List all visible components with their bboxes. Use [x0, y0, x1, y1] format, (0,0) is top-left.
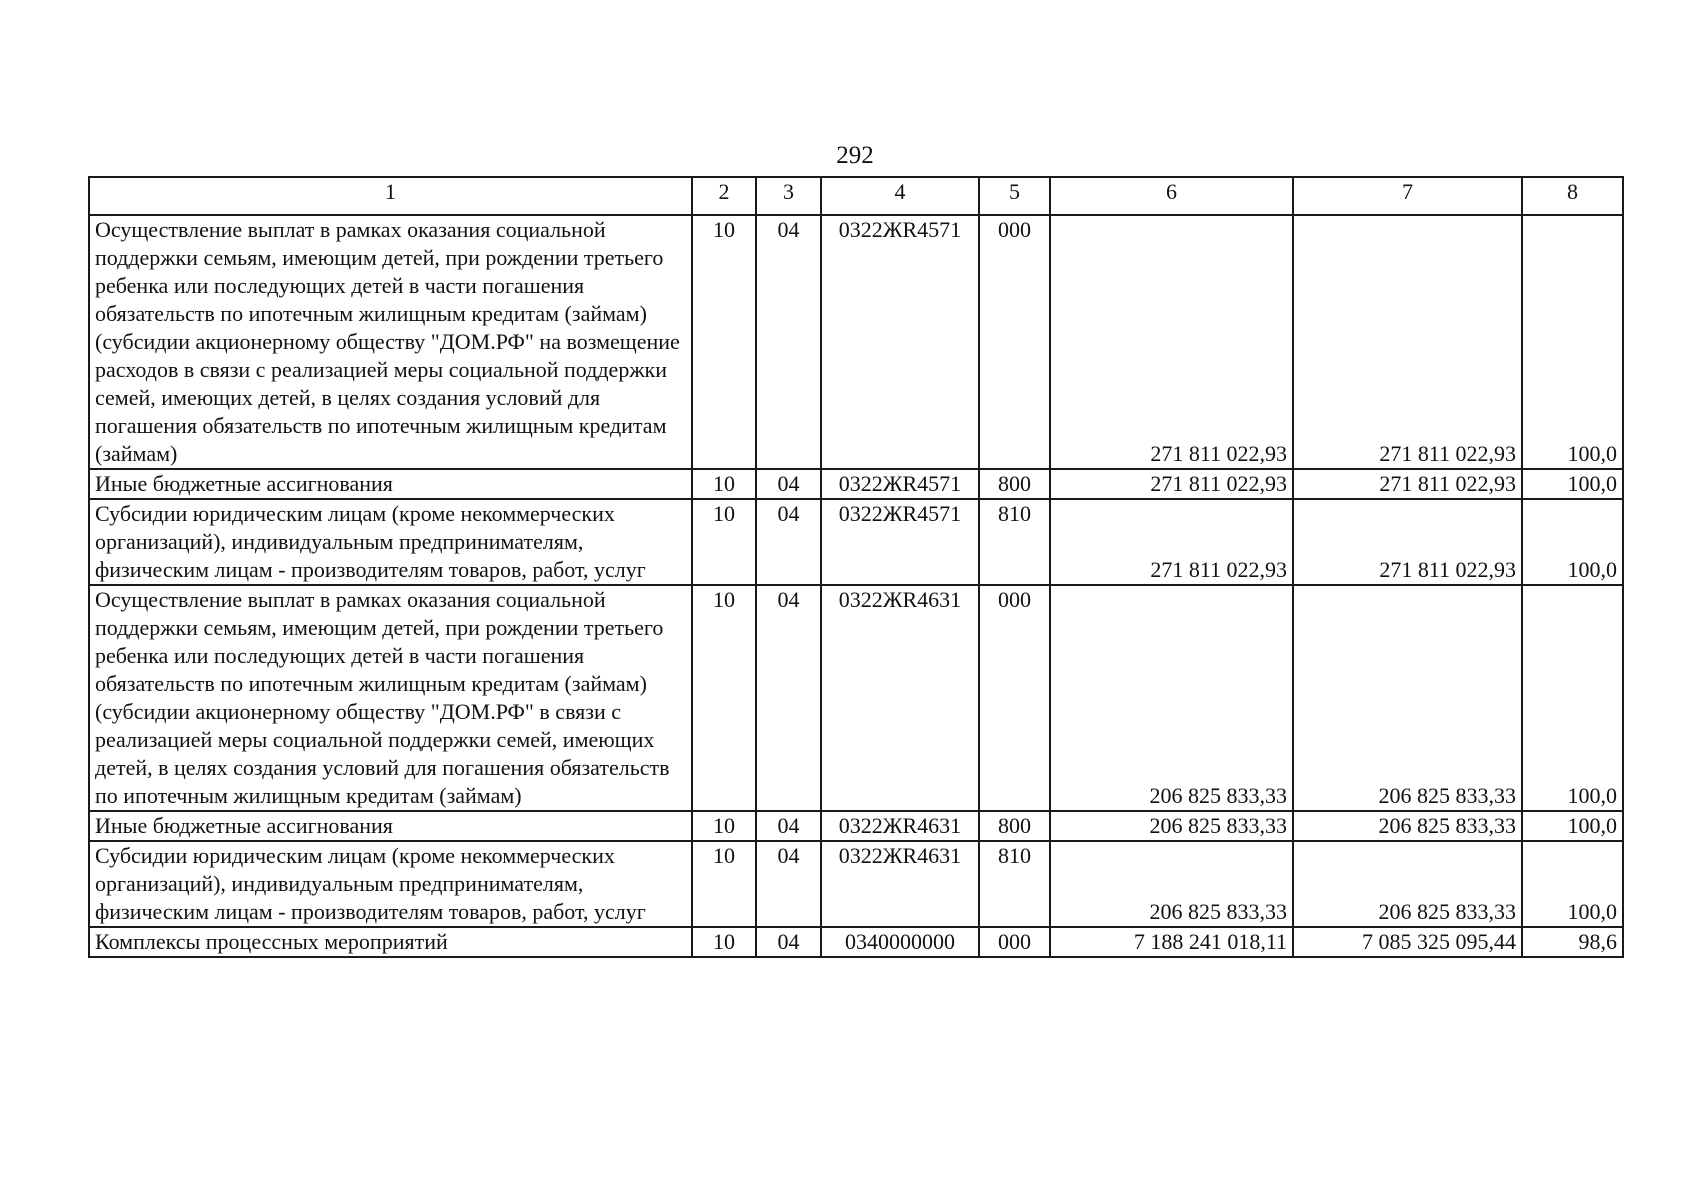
section-code: 10 [692, 585, 756, 811]
executed-amount: 271 811 022,93 [1293, 499, 1522, 585]
header-cell: 4 [821, 177, 979, 215]
row-name: Иные бюджетные ассигнования [89, 469, 692, 499]
table-row [89, 499, 1623, 585]
execution-percent: 100,0 [1522, 469, 1623, 499]
target-article-code: 0322ЖR4631 [821, 841, 979, 927]
execution-percent: 100,0 [1522, 215, 1623, 469]
subsection-code: 04 [756, 927, 821, 957]
subsection-code: 04 [756, 585, 821, 811]
section-code: 10 [692, 469, 756, 499]
table-row [89, 841, 1623, 927]
execution-percent: 98,6 [1522, 927, 1623, 957]
row-name: Осуществление выплат в рамках оказания социальной поддержки семьям, имеющим детей, при рождении третьего ребенка или последующих детей в части погашения обязательств по ипотечным жилищным кредитам (займам) (субсидии акционерному обществу "ДОМ.РФ" на возмещение расходов в связи с реализацией меры социальной поддержки семей, имеющих детей, в целях создания условий для погашения обязательств по ипотечным жилищным кредитам (займам) [89, 215, 692, 469]
table-row [89, 927, 1623, 957]
approved-amount: 206 825 833,33 [1050, 811, 1293, 841]
executed-amount: 206 825 833,33 [1293, 585, 1522, 811]
header-cell: 2 [692, 177, 756, 215]
row-name: Субсидии юридическим лицам (кроме некоммерческих организаций), индивидуальным предпринимателям, физическим лицам - производителям товаров, работ, услуг [89, 841, 692, 927]
page-number: 292 [836, 142, 874, 169]
row-name: Субсидии юридическим лицам (кроме некоммерческих организаций), индивидуальным предпринимателям, физическим лицам - производителям товаров, работ, услуг [89, 499, 692, 585]
expense-type-code: 800 [979, 811, 1050, 841]
expense-type-code: 800 [979, 469, 1050, 499]
execution-percent: 100,0 [1522, 585, 1623, 811]
target-article-code: 0322ЖR4631 [821, 811, 979, 841]
header-cell: 1 [89, 177, 692, 215]
target-article-code: 0322ЖR4631 [821, 585, 979, 811]
expense-type-code: 000 [979, 927, 1050, 957]
target-article-code: 0322ЖR4571 [821, 499, 979, 585]
execution-percent: 100,0 [1522, 841, 1623, 927]
budget-table [88, 176, 1624, 958]
table-row [89, 585, 1623, 811]
section-code: 10 [692, 927, 756, 957]
header-cell: 6 [1050, 177, 1293, 215]
section-code: 10 [692, 841, 756, 927]
subsection-code: 04 [756, 841, 821, 927]
table-row [89, 215, 1623, 469]
row-name: Осуществление выплат в рамках оказания социальной поддержки семьям, имеющим детей, при рождении третьего ребенка или последующих детей в части погашения обязательств по ипотечным жилищным кредитам (займам) (субсидии акционерному обществу "ДОМ.РФ" в связи с реализацией меры социальной поддержки семей, имеющих детей, в целях создания условий для погашения обязательств по ипотечным жилищным кредитам (займам) [89, 585, 692, 811]
section-code: 10 [692, 215, 756, 469]
approved-amount: 271 811 022,93 [1050, 499, 1293, 585]
approved-amount: 271 811 022,93 [1050, 215, 1293, 469]
subsection-code: 04 [756, 499, 821, 585]
approved-amount: 7 188 241 018,11 [1050, 927, 1293, 957]
header-cell: 5 [979, 177, 1050, 215]
target-article-code: 0322ЖR4571 [821, 215, 979, 469]
executed-amount: 271 811 022,93 [1293, 215, 1522, 469]
target-article-code: 0322ЖR4571 [821, 469, 979, 499]
row-name: Иные бюджетные ассигнования [89, 811, 692, 841]
table-row [89, 469, 1623, 499]
executed-amount: 206 825 833,33 [1293, 811, 1522, 841]
subsection-code: 04 [756, 811, 821, 841]
table-row [89, 811, 1623, 841]
executed-amount: 271 811 022,93 [1293, 469, 1522, 499]
subsection-code: 04 [756, 215, 821, 469]
execution-percent: 100,0 [1522, 499, 1623, 585]
target-article-code: 0340000000 [821, 927, 979, 957]
subsection-code: 04 [756, 469, 821, 499]
expense-type-code: 810 [979, 499, 1050, 585]
section-code: 10 [692, 499, 756, 585]
header-row [89, 177, 1623, 215]
header-cell: 8 [1522, 177, 1623, 215]
execution-percent: 100,0 [1522, 811, 1623, 841]
expense-type-code: 810 [979, 841, 1050, 927]
expense-type-code: 000 [979, 215, 1050, 469]
expense-type-code: 000 [979, 585, 1050, 811]
row-name: Комплексы процессных мероприятий [89, 927, 692, 957]
header-cell: 7 [1293, 177, 1522, 215]
executed-amount: 206 825 833,33 [1293, 841, 1522, 927]
section-code: 10 [692, 811, 756, 841]
executed-amount: 7 085 325 095,44 [1293, 927, 1522, 957]
header-cell: 3 [756, 177, 821, 215]
approved-amount: 206 825 833,33 [1050, 841, 1293, 927]
approved-amount: 271 811 022,93 [1050, 469, 1293, 499]
approved-amount: 206 825 833,33 [1050, 585, 1293, 811]
